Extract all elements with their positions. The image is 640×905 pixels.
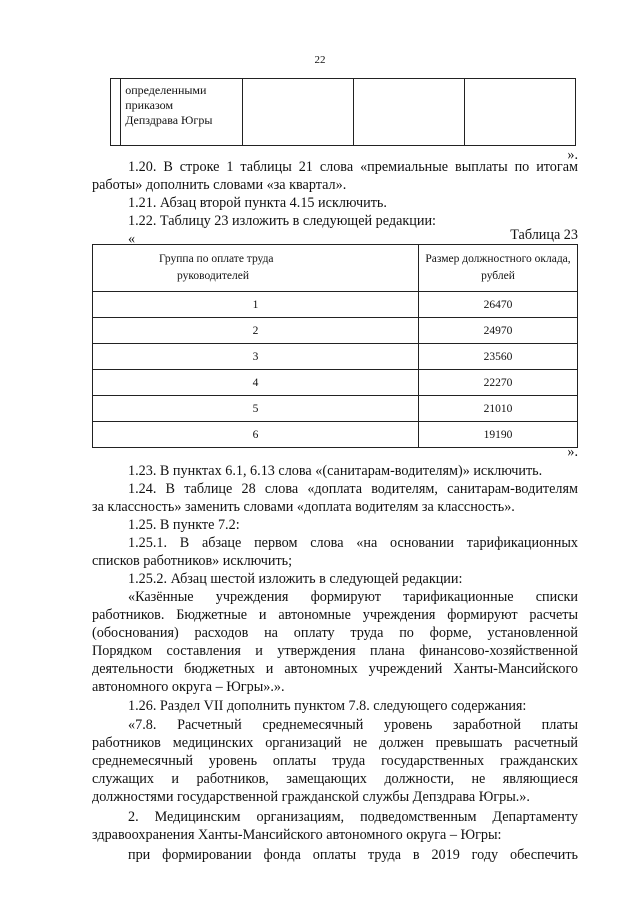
paragraph-last: при формировании фонда оплаты труда в 2019 году обеспечить [128,847,578,863]
quote-line: должностями государственной гражданской службы Депздрава Югры.». [92,789,530,805]
closing-quote: ». [567,147,578,163]
paragraph-1-20: 1.20. В строке 1 таблицы 21 слова «премиальные выплаты по итогам [128,159,578,175]
quote-line: служащих и работников, замещающих должности, не являющиеся [92,771,578,787]
salary-cell: 24970 [419,318,578,344]
quote-line: автономного округа – Югры».». [92,679,285,695]
quote-line: деятельности бюджетных и автономных учреждений Ханты-Мансийского [92,661,578,677]
paragraph-1-24-cont: за классность» заменить словами «доплата водителям за классность». [92,499,515,515]
salary-cell: 21010 [419,396,578,422]
salary-table [92,244,578,448]
paragraph-1-25: 1.25. В пункте 7.2: [128,517,240,533]
paragraph-2-cont: здравоохранения Ханты-Мансийского автономного округа – Югры: [92,827,502,843]
quote-line: Порядком составления и утверждения плана финансово-хозяйственной [92,643,578,659]
paragraph-1-26: 1.26. Раздел VII дополнить пунктом 7.8. следующего содержания: [128,698,527,714]
group-cell: 1 [93,292,419,318]
table-row [93,344,578,370]
fragment-cell-number [111,79,121,146]
quote-line: (обоснования) расходов на оплату труда по форме, установленной [92,625,578,641]
paragraph-1-22: 1.22. Таблицу 23 изложить в следующей редакции: [128,213,437,229]
table-row [93,318,578,344]
fragment-cell-text: определенными приказом Депздрава Югры [121,79,242,146]
column-header-group: Группа по оплате труда руководителей [93,245,419,292]
quote-line: работников медицинских организаций не должен превышать расчетный [92,735,578,751]
salary-cell: 22270 [419,370,578,396]
table-row [93,370,578,396]
quote-line: «7.8. Расчетный среднемесячный уровень заработной платы [128,717,578,733]
table-row [93,292,578,318]
fragment-cell-empty [353,79,464,146]
fragment-cell-empty [464,79,575,146]
paragraph-1-21: 1.21. Абзац второй пункта 4.15 исключить. [128,195,387,211]
group-cell: 6 [93,422,419,448]
quote-line: среднемесячный уровень оплаты труда государственных гражданских [92,753,578,769]
fragment-table [110,78,576,146]
paragraph-2: 2. Медицинским организациям, подведомственным Департаменту [128,809,578,825]
group-cell: 3 [93,344,419,370]
paragraph-1-25-1-cont: списков работников» исключить; [92,553,293,569]
salary-cell: 23560 [419,344,578,370]
paragraph-1-24: 1.24. В таблице 28 слова «доплата водителям, санитарам-водителям [128,481,578,497]
open-quote: « [128,231,136,247]
column-header-salary: Размер должностного оклада, рублей [419,245,578,292]
page-number: 22 [314,54,326,66]
paragraph-1-25-1: 1.25.1. В абзаце первом слова «на основании тарификационных [128,535,578,551]
group-cell: 4 [93,370,419,396]
closing-quote: ». [567,444,578,460]
quote-line: «Казённые учреждения формируют тарификационные списки [128,589,578,605]
salary-cell: 26470 [419,292,578,318]
paragraph-1-25-2: 1.25.2. Абзац шестой изложить в следующей редакции: [128,571,463,587]
fragment-cell-empty [242,79,353,146]
salary-cell: 19190 [419,422,578,448]
group-cell: 5 [93,396,419,422]
paragraph-1-20-cont: работы» дополнить словами «за квартал». [92,177,347,193]
table-caption: Таблица 23 [510,227,578,243]
table-row [93,396,578,422]
paragraph-1-23: 1.23. В пунктах 6.1, 6.13 слова «(санитарам-водителям)» исключить. [128,463,543,479]
group-cell: 2 [93,318,419,344]
quote-line: работников. Бюджетные и автономные учреждения формируют расчеты [92,607,578,623]
